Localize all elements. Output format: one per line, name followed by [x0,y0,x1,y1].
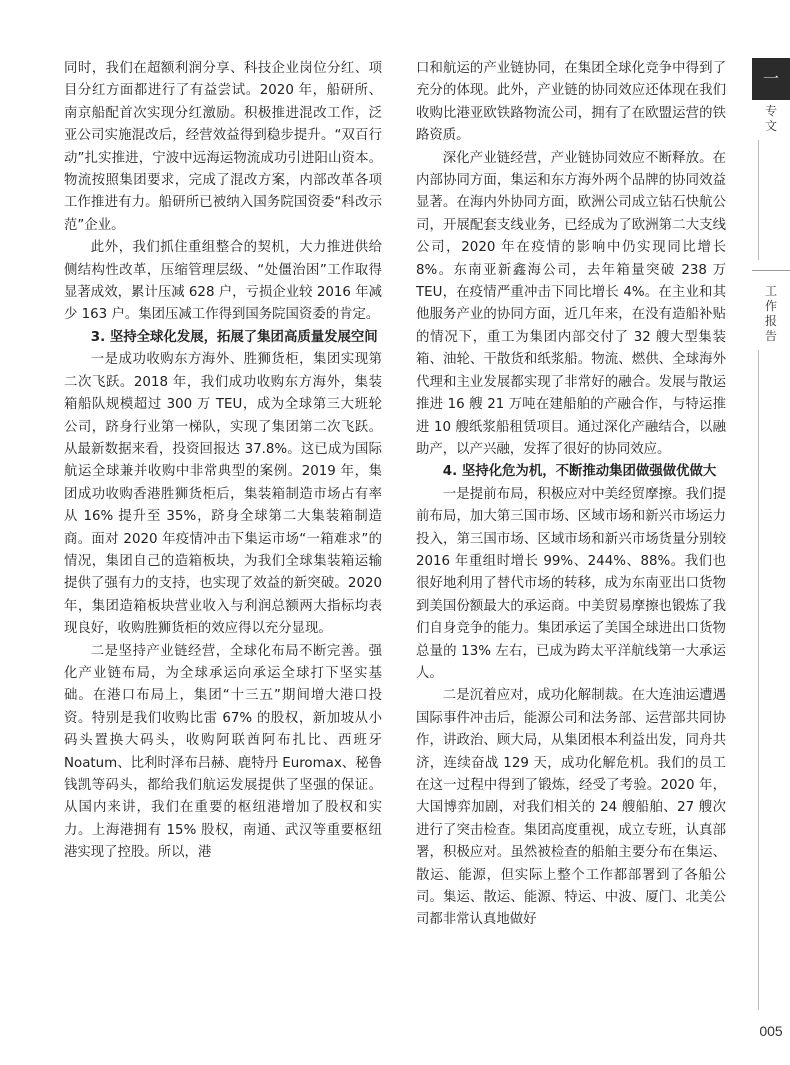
sidebar-divider [758,350,759,1010]
paragraph: 二是坚持产业链经营，全球化布局不断完善。强化产业链布局，为全球承运向承运全球打下坚实基础。在港口布局上，集团“十三五”期间增大港口投资。特别是我们收购比雷 67% 的股权，新加坡从小码头置换大码头，收购阿联酋阿布扎比、西班牙 Noatum、比利时泽布吕赫、鹿特丹 Euromax、秘鲁钱凯等码头，都给我们航运发展提供了坚强的保证。从国内来讲，我们在重要的枢纽港增加了股权和实力。上海港拥有 15% 股权，南通、武汉等重要枢纽港实现了控股。所以，港 [64,643,382,861]
paragraph: 一是成功收购东方海外、胜狮货柜，集团实现第二次飞跃。2018 年，我们成功收购东方海外，集装箱船队规模超过 300 万 TEU，成为全球第三大班轮公司，跻身行业第一梯队，实现了集团第二次飞跃。从最新数据来看，投资回报达 37.8%。这已成为国际航运全球兼并收购中非常典型的案例。2019 年，集团成功收购香港胜狮货柜后，集装箱制造市场占有率从 16% 提升至 35%，跻身全球第二大集装箱制造商。面对 2020 年疫情冲击下集运市场“一箱难求”的情况，集团自己的造箱板块，为我们全球集装箱运输提供了强有力的支持，也实现了效益的新突破。2020 年，集团造箱板块营业收入与利润总额两大指标均表现良好，收购胜狮货柜的效应得以充分显现。 [64,352,382,637]
paragraph: 一是提前布局，积极应对中美经贸摩擦。我们提前布局，加大第三国市场、区域市场和新兴市场运力投入，第三国市场、区域市场和新兴市场货量分别较 2016 年重组时增长 99%、244%、88%。我们也很好地利用了替代市场的转移，成为东南亚出口货物到美国份额最大的承运商。中美贸易摩擦也锻炼了我们自身竞争的能力。集团承运了美国全球进出口货物总量的 13% 左右，已成为跨太平洋航线第一大承运人。 [416,486,726,681]
sidebar-rule [752,270,790,271]
paragraph: 二是沉着应对，成功化解制裁。在大连油运遭遇国际事件冲击后，能源公司和法务部、运营部共同协作，讲政治、顾大局，从集团根本利益出发，同舟共济，连续奋战 129 天，成功化解危机。我们的员工在这一过程中得到了锻炼，经受了考验。2020 年，大国博弈加剧，对我们相关的 24 艘船舶、27 艘次进行了突击检查。集团高度重视，成立专班，认真部署，积极应对。虽然被检查的船舶主要分布在集运、散运、能源，但实际上整个工作都部署到了各船公司。集运、散运、能源、特运、中波、厦门、北美公司都非常认真地做好 [416,688,726,928]
left-text-column [64,58,382,865]
section-heading: 4. 坚持化危为机，不断推动集团做强做优做大 [442,464,717,480]
right-text-column [416,58,726,932]
section-label: 专 文 [764,104,777,133]
chapter-tab: 一 [752,58,790,100]
sidebar-divider [758,140,759,260]
paragraph: 口和航运的产业链协同，在集团全球化竞争中得到了充分的体现。此外，产业链的协同效应还体现在我们收购比港亚欧铁路物流公司，拥有了在欧盟运营的铁路资质。 [416,61,726,144]
paragraph: 深化产业链经营，产业链协同效应不断释放。在内部协同方面，集运和东方海外两个品牌的协同效益显著。在海内外协同方面，欧洲公司成立钻石快航公司，开展配套支线业务，已经成为了欧洲第二大支线公司，2020 年在疫情的影响中仍实现同比增长 8%。东南亚新鑫海公司，去年箱量突破 238 万 TEU，在疫情严重冲击下同比增长 4%。在主业和其他服务产业的协同方面，近几年来，在没有造船补贴的情况下，重工为集团内部交付了 32 艘大型集装箱、油轮、干散货和纸浆船。物流、燃供、全球海外代理和主业发展都实现了非常好的融合。发展与散运推进 16 艘 21 万吨在建船舶的产融合作，与特运推进 10 艘纸浆船租赁项目。通过深化产融结合，以融助产，以产兴融，发挥了很好的协同效应。 [416,150,726,457]
category-label: 工 作 报 告 [764,284,777,343]
paragraph: 同时，我们在超额利润分享、科技企业岗位分红、项目分红方面都进行了有益尝试。2020 年，船研所、南京船配首次实现分红激励。积极推进混改工作，泛亚公司实施混改后，经营效益得到稳步提升。“双百行动”扎实推进，宁波中远海运物流成功引进阳山资本。物流按照集团要求，完成了混改方案，内部改革各项工作推进有力。船研所已被纳入国务院国资委“科改示范”企业。 [64,61,382,233]
paragraph: 此外，我们抓住重组整合的契机，大力推进供给侧结构性改革，压缩管理层级、“处僵治困”工作取得显著成效，累计压减 628 户，亏损企业较 2016 年减少 163 户。集团压减工作得到国务院国资委的肯定。 [64,240,382,323]
page-number: 005 [759,1023,783,1039]
section-heading: 3. 坚持全球化发展，拓展了集团高质量发展空间 [90,329,378,345]
